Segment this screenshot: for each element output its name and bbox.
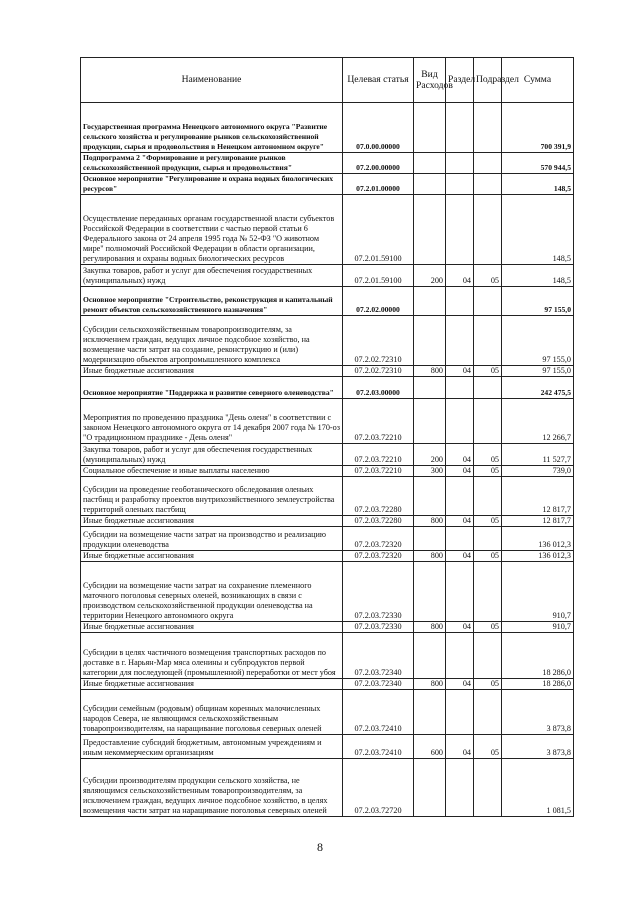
row-expense-kind: 300 bbox=[414, 466, 446, 477]
row-name: Закупка товаров, работ и услуг для обеспечения государственных (муниципальных) нужд bbox=[81, 444, 343, 466]
row-name: Субсидии в целях частичного возмещения транспортных расходов по доставке в г. Нарьян-Мар мяса оленины и субпродуктов первой категории для последующей (промышленной) переработки от мест убоя bbox=[81, 633, 343, 679]
row-subsection: 05 bbox=[474, 735, 502, 759]
row-sum: 242 475,5 bbox=[502, 377, 574, 399]
row-sum: 148,5 bbox=[502, 174, 574, 195]
row-section bbox=[446, 287, 474, 316]
table-row bbox=[81, 759, 574, 817]
row-target-article: 07.2.00.00000 bbox=[343, 153, 414, 174]
row-sum: 18 286,0 bbox=[502, 679, 574, 690]
row-expense-kind bbox=[414, 195, 446, 265]
row-section: 04 bbox=[446, 735, 474, 759]
row-target-article: 07.2.03.72280 bbox=[343, 516, 414, 527]
row-expense-kind: 600 bbox=[414, 735, 446, 759]
table-row bbox=[81, 735, 574, 759]
row-expense-kind: 800 bbox=[414, 622, 446, 633]
row-target-article: 07.2.02.72310 bbox=[343, 316, 414, 366]
row-target-article: 07.2.03.72340 bbox=[343, 679, 414, 690]
row-target-article: 07.2.03.72330 bbox=[343, 562, 414, 622]
row-subsection: 05 bbox=[474, 679, 502, 690]
row-target-article: 07.2.03.00000 bbox=[343, 377, 414, 399]
row-name: Субсидии семейным (родовым) общинам коренных малочисленных народов Севера, не являющимся сельскохозяйственным товаропроизводителям, на наращивание поголовья северных оленей bbox=[81, 690, 343, 735]
row-subsection: 05 bbox=[474, 516, 502, 527]
row-target-article: 07.2.03.72210 bbox=[343, 444, 414, 466]
row-target-article: 07.2.02.00000 bbox=[343, 287, 414, 316]
table-row bbox=[81, 562, 574, 622]
row-sum: 1 081,5 bbox=[502, 759, 574, 817]
row-name: Предоставление субсидий бюджетным, автономным учреждениям и иным некоммерческим организациям bbox=[81, 735, 343, 759]
table-row bbox=[81, 690, 574, 735]
table-row bbox=[81, 551, 574, 562]
row-subsection: 05 bbox=[474, 265, 502, 287]
row-target-article: 07.2.01.59100 bbox=[343, 265, 414, 287]
row-target-article: 07.2.03.72410 bbox=[343, 690, 414, 735]
row-section bbox=[446, 633, 474, 679]
row-section bbox=[446, 690, 474, 735]
row-subsection bbox=[474, 527, 502, 551]
row-target-article: 07.2.03.72340 bbox=[343, 633, 414, 679]
row-name: Иные бюджетные ассигнования bbox=[81, 622, 343, 633]
row-section bbox=[446, 195, 474, 265]
row-target-article: 07.2.01.00000 bbox=[343, 174, 414, 195]
row-expense-kind bbox=[414, 690, 446, 735]
row-subsection: 05 bbox=[474, 622, 502, 633]
row-name: Иные бюджетные ассигнования bbox=[81, 366, 343, 377]
row-sum: 3 873,8 bbox=[502, 735, 574, 759]
table-row bbox=[81, 679, 574, 690]
table-row bbox=[81, 444, 574, 466]
row-subsection bbox=[474, 633, 502, 679]
row-expense-kind bbox=[414, 759, 446, 817]
header-sum: Сумма bbox=[502, 58, 574, 103]
row-subsection bbox=[474, 562, 502, 622]
table-row bbox=[81, 622, 574, 633]
row-subsection bbox=[474, 287, 502, 316]
row-expense-kind bbox=[414, 527, 446, 551]
row-sum: 18 286,0 bbox=[502, 633, 574, 679]
row-subsection bbox=[474, 153, 502, 174]
table-row bbox=[81, 195, 574, 265]
row-sum: 148,5 bbox=[502, 265, 574, 287]
header-name: Наименование bbox=[81, 58, 343, 103]
row-subsection bbox=[474, 316, 502, 366]
table-row bbox=[81, 153, 574, 174]
row-name: Основное мероприятие "Поддержка и развитие северного оленеводства" bbox=[81, 377, 343, 399]
row-subsection bbox=[474, 477, 502, 516]
row-sum: 739,0 bbox=[502, 466, 574, 477]
row-expense-kind bbox=[414, 316, 446, 366]
row-section bbox=[446, 562, 474, 622]
row-name: Иные бюджетные ассигнования bbox=[81, 516, 343, 527]
row-section bbox=[446, 153, 474, 174]
row-name: Закупка товаров, работ и услуг для обеспечения государственных (муниципальных) нужд bbox=[81, 265, 343, 287]
row-name: Социальное обеспечение и иные выплаты населению bbox=[81, 466, 343, 477]
row-sum: 97 155,0 bbox=[502, 316, 574, 366]
row-expense-kind: 800 bbox=[414, 516, 446, 527]
row-expense-kind bbox=[414, 153, 446, 174]
row-name: Субсидии производителям продукции сельского хозяйства, не являющимся сельскохозяйственным товаропроизводителям, за исключением граждан, ведущих личное подсобное хозяйство, в целях возмещения части затрат на наращивание поголовья северных оленей bbox=[81, 759, 343, 817]
row-section bbox=[446, 316, 474, 366]
table-row bbox=[81, 477, 574, 516]
row-subsection bbox=[474, 690, 502, 735]
row-sum: 3 873,8 bbox=[502, 690, 574, 735]
row-name: Субсидии сельскохозяйственным товаропроизводителям, за исключением граждан, ведущих личное подсобное хозяйство, на возмещение части затрат на создание, реконструкцию и (или) модернизацию объектов агропромышленного комплекса bbox=[81, 316, 343, 366]
table-row bbox=[81, 527, 574, 551]
row-sum: 11 527,7 bbox=[502, 444, 574, 466]
row-section: 04 bbox=[446, 466, 474, 477]
table-row bbox=[81, 399, 574, 444]
row-sum: 570 944,5 bbox=[502, 153, 574, 174]
row-name: Субсидии на проведение геоботанического обследования оленьих пастбищ и разработку проектов внутрихозяйственного землеустройства территорий оленьих пастбищ bbox=[81, 477, 343, 516]
row-target-article: 07.2.02.72310 bbox=[343, 366, 414, 377]
row-expense-kind: 800 bbox=[414, 679, 446, 690]
row-target-article: 07.2.03.72330 bbox=[343, 622, 414, 633]
row-subsection: 05 bbox=[474, 366, 502, 377]
table-row bbox=[81, 265, 574, 287]
table-row bbox=[81, 633, 574, 679]
row-expense-kind bbox=[414, 103, 446, 153]
header-section: Раздел bbox=[446, 58, 474, 103]
row-section: 04 bbox=[446, 265, 474, 287]
row-section: 04 bbox=[446, 551, 474, 562]
row-name: Осуществление переданных органам государственной власти субъектов Российской Федерации в соответствии с частью первой статьи 6 Федерального закона от 24 апреля 1995 года № 52-ФЗ "О животном мире" полномочий Российской Федерации в области организации, регулирования и охраны водных биологических ресурсов bbox=[81, 195, 343, 265]
table-row bbox=[81, 516, 574, 527]
row-section bbox=[446, 477, 474, 516]
row-expense-kind bbox=[414, 399, 446, 444]
row-section bbox=[446, 377, 474, 399]
row-sum: 700 391,9 bbox=[502, 103, 574, 153]
row-section: 04 bbox=[446, 366, 474, 377]
row-section bbox=[446, 527, 474, 551]
row-name: Государственная программа Ненецкого автономного округа "Развитие сельского хозяйства и регулирование рынков сельскохозяйственной продукции, сырья и продовольствия в Ненецком автономном округе" bbox=[81, 103, 343, 153]
header-subsection: Подраздел bbox=[474, 58, 502, 103]
row-section bbox=[446, 399, 474, 444]
row-target-article: 07.2.03.72410 bbox=[343, 735, 414, 759]
row-name: Иные бюджетные ассигнования bbox=[81, 551, 343, 562]
header-row bbox=[81, 58, 574, 103]
row-expense-kind bbox=[414, 174, 446, 195]
row-section bbox=[446, 174, 474, 195]
row-target-article: 07.2.03.72720 bbox=[343, 759, 414, 817]
row-sum: 12 817,7 bbox=[502, 516, 574, 527]
row-expense-kind bbox=[414, 633, 446, 679]
row-expense-kind: 200 bbox=[414, 265, 446, 287]
row-expense-kind: 800 bbox=[414, 551, 446, 562]
table-row bbox=[81, 377, 574, 399]
row-expense-kind bbox=[414, 377, 446, 399]
row-name: Подпрограмма 2 "Формирование и регулирование рынков сельскохозяйственной продукции, сырья и продовольствия" bbox=[81, 153, 343, 174]
row-sum: 148,5 bbox=[502, 195, 574, 265]
header-expense-kind: Вид Расходов bbox=[414, 58, 446, 103]
row-expense-kind bbox=[414, 477, 446, 516]
row-sum: 136 012,3 bbox=[502, 527, 574, 551]
row-subsection bbox=[474, 377, 502, 399]
table-row bbox=[81, 103, 574, 153]
row-target-article: 07.2.03.72320 bbox=[343, 527, 414, 551]
row-name: Субсидии на возмещение части затрат на сохранение племенного маточного поголовья северных оленей, возникающих в связи с производством сельскохозяйственной продукции оленеводства на территории Ненецкого автономного округа bbox=[81, 562, 343, 622]
row-name: Основное мероприятие "Строительство, реконструкция и капитальный ремонт объектов сельскохозяйственного назначения" bbox=[81, 287, 343, 316]
page-number: 8 bbox=[317, 840, 323, 854]
row-subsection bbox=[474, 195, 502, 265]
row-section: 04 bbox=[446, 444, 474, 466]
row-section bbox=[446, 103, 474, 153]
table-row bbox=[81, 316, 574, 366]
row-sum: 910,7 bbox=[502, 622, 574, 633]
row-target-article: 07.0.00.00000 bbox=[343, 103, 414, 153]
row-name: Субсидии на возмещение части затрат на производство и реализацию продукции оленеводства bbox=[81, 527, 343, 551]
row-subsection bbox=[474, 759, 502, 817]
row-name: Иные бюджетные ассигнования bbox=[81, 679, 343, 690]
table-row bbox=[81, 366, 574, 377]
row-target-article: 07.2.03.72320 bbox=[343, 551, 414, 562]
row-section: 04 bbox=[446, 516, 474, 527]
row-subsection: 05 bbox=[474, 444, 502, 466]
row-target-article: 07.2.03.72210 bbox=[343, 399, 414, 444]
header-target-article: Целевая статья bbox=[343, 58, 414, 103]
row-sum: 97 155,0 bbox=[502, 366, 574, 377]
table-row bbox=[81, 174, 574, 195]
row-sum: 97 155,0 bbox=[502, 287, 574, 316]
row-expense-kind bbox=[414, 562, 446, 622]
row-expense-kind: 200 bbox=[414, 444, 446, 466]
row-subsection: 05 bbox=[474, 551, 502, 562]
row-sum: 136 012,3 bbox=[502, 551, 574, 562]
row-expense-kind: 800 bbox=[414, 366, 446, 377]
row-sum: 12 817,7 bbox=[502, 477, 574, 516]
row-target-article: 07.2.01.59100 bbox=[343, 195, 414, 265]
budget-table bbox=[80, 57, 574, 817]
row-name: Мероприятия по проведению праздника "День оленя" в соответствии с законом Ненецкого автономного округа от 14 декабря 2007 года № 170-оз "О традиционном празднике - День оленя" bbox=[81, 399, 343, 444]
row-target-article: 07.2.03.72280 bbox=[343, 477, 414, 516]
row-subsection bbox=[474, 103, 502, 153]
row-subsection: 05 bbox=[474, 466, 502, 477]
row-name: Основное мероприятие "Регулирование и охрана водных биологических ресурсов" bbox=[81, 174, 343, 195]
row-subsection bbox=[474, 399, 502, 444]
row-section: 04 bbox=[446, 622, 474, 633]
row-sum: 12 266,7 bbox=[502, 399, 574, 444]
row-section: 04 bbox=[446, 679, 474, 690]
row-subsection bbox=[474, 174, 502, 195]
table-row bbox=[81, 466, 574, 477]
row-sum: 910,7 bbox=[502, 562, 574, 622]
row-section bbox=[446, 759, 474, 817]
row-expense-kind bbox=[414, 287, 446, 316]
table-row bbox=[81, 287, 574, 316]
row-target-article: 07.2.03.72210 bbox=[343, 466, 414, 477]
